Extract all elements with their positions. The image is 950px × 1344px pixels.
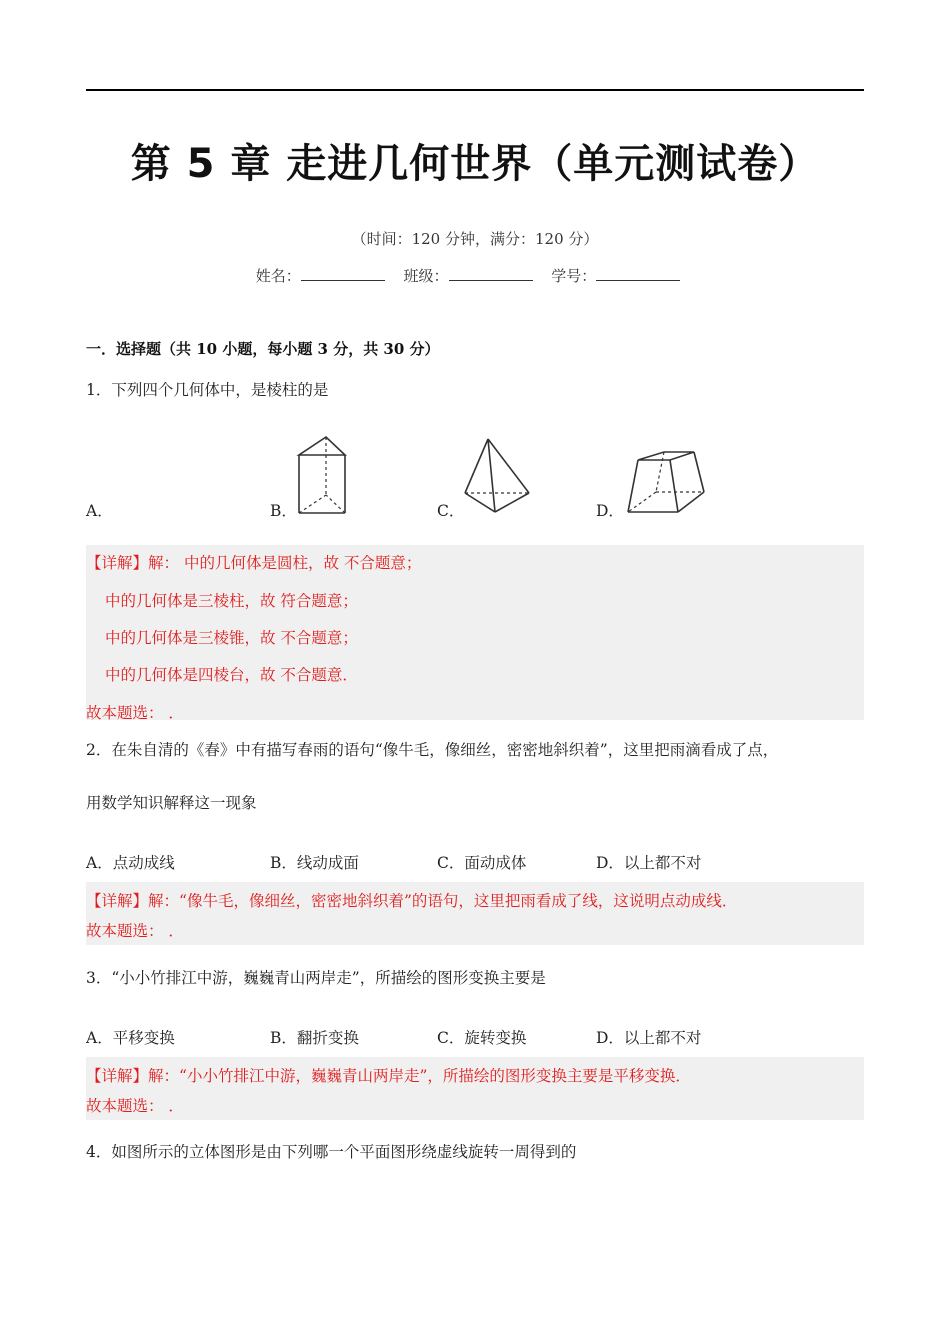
triangular-pyramid-figure xyxy=(460,436,534,516)
q2-option-a: A．点动成线 xyxy=(86,854,175,872)
frustum-figure xyxy=(622,448,708,516)
q1-analysis-line-1 xyxy=(86,551,421,573)
class-blank[interactable] xyxy=(449,266,533,281)
q2-stem-line-2: 用数学知识解释这一现象 xyxy=(86,794,257,812)
q1-analysis-line-4: 中的几何体是四棱台，故 不合题意． xyxy=(105,666,358,684)
q2-option-b: B．线动成面 xyxy=(270,854,359,872)
q1-analysis-conclusion: 故本题选： ． xyxy=(86,704,184,722)
q1-option-c: C． xyxy=(437,502,465,520)
q1-option-d: D． xyxy=(596,502,624,520)
q1-analysis-line-3: 中的几何体是三棱锥，故 不合题意； xyxy=(105,629,358,647)
analysis-text: 解：“像牛毛，像细丝，密密地斜织着”的语句，这里把雨看成了线，这说明点动成线． xyxy=(148,892,738,910)
student-info-line xyxy=(0,265,950,286)
page-title: 第 5 章 走进几何世界（单元测试卷） xyxy=(130,141,820,187)
analysis-tag: 【详解】 xyxy=(86,554,149,572)
analysis-text: 解： 中的几何体是圆柱，故 不合题意； xyxy=(148,554,422,572)
q3-option-b: B．翻折变换 xyxy=(270,1029,359,1047)
analysis-text: 解：“小小竹排江中游，巍巍青山两岸走”，所描绘的图形变换主要是平移变换． xyxy=(148,1067,691,1085)
q2-stem-line-1: 2．在朱自清的《春》中有描写春雨的语句“像牛毛，像细丝，密密地斜织着”，这里把雨滴看成了点， xyxy=(86,741,779,759)
q1-analysis-line-2: 中的几何体是三棱柱，故 符合题意； xyxy=(105,592,358,610)
name-label: 姓名： xyxy=(255,267,301,285)
top-rule xyxy=(86,89,864,91)
q2-option-c: C．面动成体 xyxy=(437,854,527,872)
q1-option-b: B． xyxy=(270,502,297,520)
q3-stem: 3．“小小竹排江中游，巍巍青山两岸走”，所描绘的图形变换主要是 xyxy=(86,969,546,987)
q3-analysis-conclusion: 故本题选： ． xyxy=(86,1097,184,1115)
q4-stem: 4．如图所示的立体图形是由下列哪一个平面图形绕虚线旋转一周得到的 xyxy=(86,1143,577,1161)
name-blank[interactable] xyxy=(301,266,385,281)
q3-option-c: C．旋转变换 xyxy=(437,1029,527,1047)
q2-analysis-box xyxy=(86,882,864,945)
q1-analysis-box xyxy=(86,545,864,720)
exam-info: （时间：120 分钟，满分：120 分） xyxy=(351,230,599,248)
q1-stem: 1．下列四个几何体中，是棱柱的是 xyxy=(86,381,329,399)
q2-analysis-conclusion: 故本题选： ． xyxy=(86,922,184,940)
q3-option-d: D．以上都不对 xyxy=(596,1029,702,1047)
q3-analysis-box xyxy=(86,1057,864,1120)
id-label: 学号： xyxy=(551,267,597,285)
q2-analysis-line-1 xyxy=(86,889,737,911)
q3-option-a: A．平移变换 xyxy=(86,1029,175,1047)
q1-option-a: A． xyxy=(86,502,113,520)
analysis-tag: 【详解】 xyxy=(86,892,149,910)
triangular-prism-figure xyxy=(294,434,350,516)
section-heading: 一．选择题（共 10 小题，每小题 3 分，共 30 分） xyxy=(86,340,440,358)
analysis-tag: 【详解】 xyxy=(86,1067,149,1085)
class-label: 班级： xyxy=(403,267,449,285)
id-blank[interactable] xyxy=(596,266,680,281)
q2-option-d: D．以上都不对 xyxy=(596,854,702,872)
q3-analysis-line-1 xyxy=(86,1064,691,1086)
